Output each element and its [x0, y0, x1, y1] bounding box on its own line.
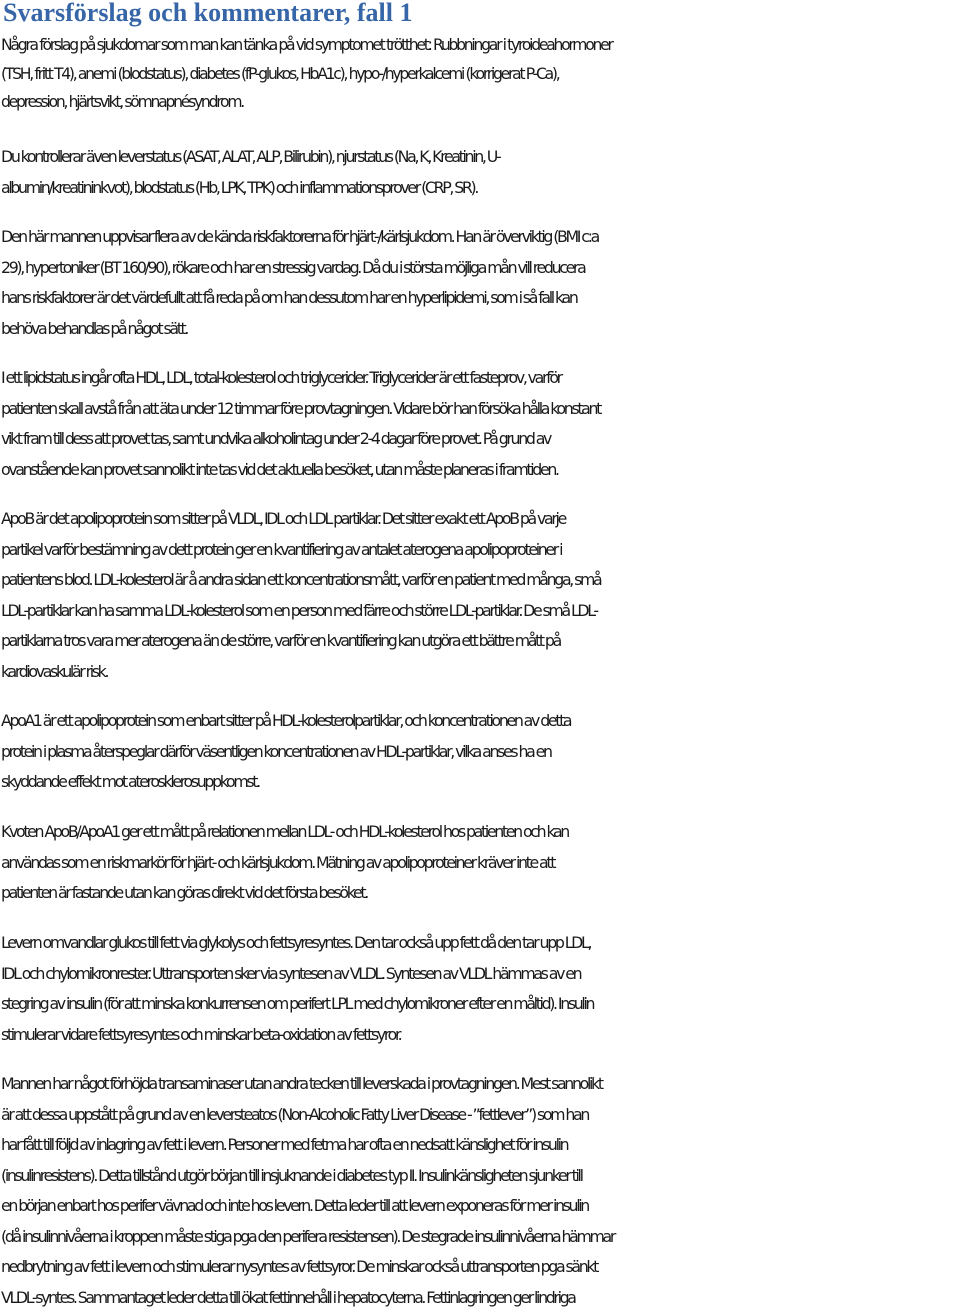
paragraph-line: användas som en riskmarkör för hjärt- och kärlsjukdom. Mätning av apolipoproteiner kräver inte att — [1, 852, 555, 872]
paragraph-line: patientens blod. LDL-kolesterol är å andra sidan ett koncentrationsmått, varför en patient med många, små — [1, 570, 601, 589]
paragraph-line: har fått till följd av inlagring av fett i levern. Personer med fetma har ofta en nedsatt känslighet för insulin — [1, 1135, 568, 1154]
paragraph-apoa1 — [1, 706, 959, 798]
paragraph-line: nedbrytning av fett i levern och stimulerar nysyntes av fettsyror. De minskar också uttransporten pga sänkt — [1, 1257, 598, 1276]
page-title: Svarsförslag och kommentarer, fall 1 — [3, 0, 413, 27]
paragraph-line: Levern omvandlar glukos till fett via glykolys och fettsyresyntes. Den tar också upp fett då den tar upp LDL, — [1, 933, 591, 952]
paragraph-apob — [1, 504, 959, 687]
paragraph-line: ApoB är det apolipoprotein som sitter på VLDL, IDL och LDL partiklar. Det sitter exakt ett ApoB på varje — [1, 509, 565, 528]
paragraph-line: (TSH, fritt T4), anemi (blodstatus), diabetes (fP-glukos, HbA1c), hypo-/hyperkalcemi (korrigerat P-Ca), — [1, 64, 559, 83]
paragraph-line: patienten skall avstå från att äta under 12 timmar före provtagningen. Vidare bör han försöka hålla konstant — [1, 398, 601, 418]
paragraph-line: LDL-partiklar kan ha samma LDL-kolesterol som en person med färre och större LDL-partiklar. De små LDL- — [1, 600, 597, 620]
paragraph-fatty-liver — [1, 1069, 959, 1311]
paragraph-line: skyddande effekt mot aterosklerosuppkomst. — [1, 772, 259, 791]
paragraph-risk-factors — [1, 222, 959, 344]
paragraph-line: vikt fram till dess att provet tas, samt undvika alkoholintag under 2-4 dagar före provet. På grund av — [1, 429, 551, 448]
paragraph-line: Mannen har något förhöjda transaminaser utan andra tecken till leverskada i provtagningen. Mest sannolikt — [1, 1074, 602, 1093]
paragraph-line: är att dessa uppstått på grund av en leversteatos (Non-Alcoholic Fatty Liver Disease - ”fettlever”) som han — [1, 1104, 589, 1124]
paragraph-line: Några förslag på sjukdomar som man kan tänka på vid symptomet trötthet: Rubbningar i tyroideahormoner — [1, 36, 612, 54]
paragraph-line: albumin/kreatininkvot), blodstatus (Hb, LPK, TPK) och inflammationsprover (CRP, SR). — [1, 177, 478, 197]
paragraph-line: en början enbart hos perifer vävnad och inte hos levern. Detta leder till att levern exponeras för mer insulin — [1, 1196, 588, 1215]
paragraph-line: I ett lipidstatus ingår ofta HDL, LDL, total-kolesterol och triglycerider. Triglycerider är ett fasteprov, varför — [1, 368, 561, 387]
paragraph-line: hans riskfaktorer är det värdefullt att få reda på om han dessutom har en hyperlipidemi, som i så fall kan — [1, 288, 577, 307]
paragraph-lipid-status — [1, 363, 959, 485]
paragraph-line: partiklarna tros vara mer aterogena än de större, varför en kvantifiering kan utgöra ett bättre mått på — [1, 631, 560, 650]
paragraph-line: VLDL-syntes. Sammantaget leder detta till ökat fettinnehåll i hepatocyterna. Fettinlagringen ger lindriga — [1, 1287, 575, 1307]
paragraph-line: 29), hypertoniker (BT 160/90), rökare och har en stressig vardag. Då du i största möjliga mån vill reducera — [1, 257, 585, 277]
paragraph-line: (då insulinnivåerna i kroppen måste stiga pga den perifera resistensen). De stegrade insulinnivåerna hämmar — [1, 1226, 615, 1246]
paragraph-line: ovanstående kan provet sannolikt inte tas vid det aktuella besöket, utan måste planeras i framtiden. — [1, 459, 558, 479]
paragraph-line: kardiovaskulär risk. — [1, 661, 108, 681]
paragraph-line: protein i plasma återspeglar därför väsentligen koncentrationen av HDL-partiklar, vilka anses ha en — [1, 741, 551, 761]
paragraph-line: Kvoten ApoB/ApoA1 ger ett mått på relationen mellan LDL- och HDL-kolesterol hos patienten och kan — [1, 822, 568, 841]
paragraph-line: stegring av insulin (för att minska konkurrensen om perifert LPL med chylomikroner efter en måltid). Insulin — [1, 994, 594, 1013]
paragraph-line: patienten är fastande utan kan göras direkt vid det första besöket. — [1, 883, 367, 902]
paragraph-line: Du kontrollerar även leverstatus (ASAT, ALAT, ALP, Bilirubin), njurstatus (Na, K, Kreatinin, U- — [1, 147, 500, 166]
paragraph-line: IDL och chylomikronrester. Uttransporten sker via syntesen av VLDL. Syntesen av VLDL hämmas av en — [1, 963, 581, 983]
paragraph-line: Den här mannen uppvisar flera av de kända riskfaktorerna för hjärt-/kärlsjukdom. Han är överviktig (BMI c:a — [1, 227, 598, 246]
paragraph-line: behöva behandlas på något sätt. — [1, 318, 188, 338]
paragraph-apob-apoa1-ratio — [1, 817, 959, 909]
paragraph-status-tests — [1, 142, 959, 203]
paragraph-line: depression, hjärtsvikt, sömnapnésyndrom. — [1, 93, 243, 112]
paragraph-line: stimulerar vidare fettsyresyntes och minskar beta-oxidation av fettsyror. — [1, 1024, 401, 1044]
paragraph-line: partikel varför bestämning av dett protein ger en kvantifiering av antalet aterogena apolipoproteiner i — [1, 539, 562, 559]
paragraph-symptoms — [1, 31, 959, 117]
paragraph-line: ApoA1 är ett apolipoprotein som enbart sitter på HDL-kolesterolpartiklar, och koncentrationen av detta — [1, 711, 571, 730]
paragraph-line: (insulinresistens). Detta tillstånd utgör början till insjuknande i diabetes typ II. Insulinkänsligheten sjunker till — [1, 1165, 582, 1185]
paragraph-liver-metabolism — [1, 928, 959, 1050]
